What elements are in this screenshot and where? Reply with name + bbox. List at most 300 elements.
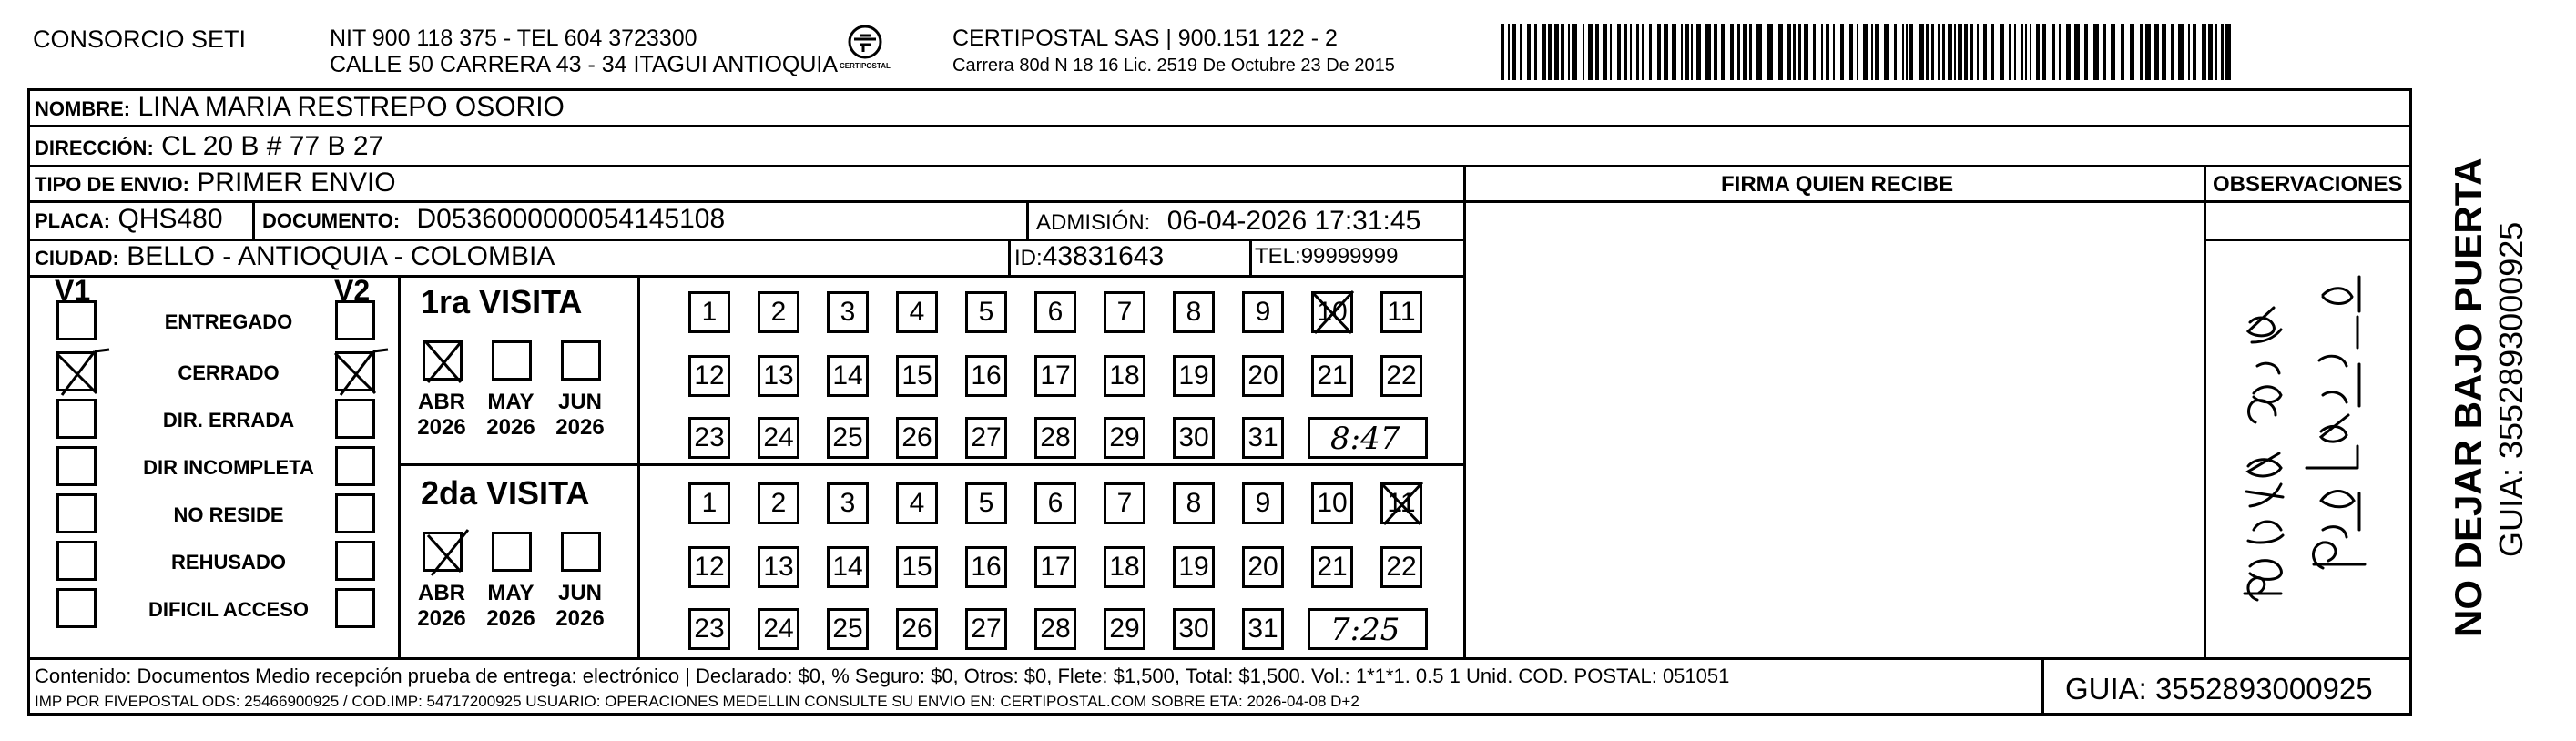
barcode-bar	[2121, 24, 2124, 80]
barcode-bar	[1714, 24, 1717, 80]
barcode-bar	[1821, 24, 1823, 80]
barcode-bar	[2193, 24, 2196, 80]
day-box[interactable]	[965, 291, 1007, 333]
day-box[interactable]	[1104, 417, 1145, 459]
day-box[interactable]	[1173, 291, 1215, 333]
barcode-bar	[2221, 24, 2224, 80]
day-number: 31	[1247, 614, 1278, 644]
day-box[interactable]	[1034, 608, 1076, 650]
day-number: 26	[901, 422, 932, 452]
month-label	[550, 390, 610, 440]
barcode-bar	[2225, 24, 2231, 80]
day-number: 21	[1317, 552, 1348, 582]
address-row	[35, 133, 383, 160]
barcode-bar	[1983, 24, 1987, 80]
document-row	[262, 206, 725, 233]
send-type-row	[35, 169, 396, 197]
day-box[interactable]	[827, 291, 869, 333]
visit-time: 7:25	[1330, 612, 1400, 648]
day-box[interactable]	[1311, 546, 1353, 588]
barcode-bar	[1642, 24, 1644, 80]
day-box[interactable]	[1104, 482, 1145, 524]
send-type-label: TIPO DE ENVIO:	[35, 173, 189, 196]
barcode-bar	[2188, 24, 2190, 80]
barcode-graphic	[1501, 24, 2236, 80]
company-address: CALLE 50 CARRERA 43 - 34 ITAGUI ANTIOQUIA	[330, 52, 839, 77]
month-name: JUN	[557, 581, 602, 605]
day-box[interactable]	[1242, 291, 1284, 333]
month-year: 2026	[486, 605, 535, 631]
barcode-bar	[1583, 24, 1584, 80]
day-box[interactable]	[758, 417, 799, 459]
day-box[interactable]	[1242, 608, 1284, 650]
plate-value: QHS480	[117, 204, 223, 234]
barcode-bar	[1749, 24, 1752, 80]
recipient-address: CL 20 B # 77 B 27	[161, 131, 384, 161]
day-box[interactable]	[688, 417, 730, 459]
certipostal-logo	[836, 24, 894, 76]
checkmark-x-icon	[49, 344, 113, 399]
day-number: 5	[978, 297, 994, 327]
v1-checkbox[interactable]	[56, 399, 97, 439]
barcode-bar	[1534, 24, 1537, 80]
day-number: 30	[1178, 422, 1209, 452]
id-value: 43831643	[1042, 241, 1165, 271]
name-row	[35, 94, 565, 121]
day-box[interactable]	[1034, 546, 1076, 588]
v1-label: V1	[55, 274, 91, 307]
barcode-bar	[1778, 24, 1783, 80]
month-label	[481, 581, 541, 631]
day-number: 16	[971, 360, 1002, 391]
barcode-bar	[1624, 24, 1627, 80]
visit-title: 2da VISITA	[421, 474, 590, 512]
admission-row	[1036, 208, 1420, 235]
checkmark-x-icon	[328, 344, 392, 399]
barcode-bar	[1595, 24, 1599, 80]
day-box[interactable]	[1104, 355, 1145, 397]
barcode-bar	[2202, 24, 2206, 80]
barcode-bar	[2154, 24, 2159, 80]
barcode-bar	[1840, 24, 1844, 80]
barcode-bar	[1737, 24, 1740, 80]
day-box[interactable]	[1311, 355, 1353, 397]
carrier-name: CERTIPOSTAL SAS | 900.151 122 - 2	[952, 25, 1338, 51]
month-year: 2026	[486, 414, 535, 440]
barcode-bar	[2042, 24, 2046, 80]
signature-header: FIRMA QUIEN RECIBE	[1721, 172, 1954, 197]
barcode-bar	[1572, 24, 1577, 80]
day-box[interactable]	[1173, 546, 1215, 588]
tel-row	[1255, 246, 1398, 268]
barcode-bar	[1813, 24, 1816, 80]
barcode-bar	[1894, 24, 1897, 80]
day-number: 25	[832, 422, 863, 452]
barcode	[1501, 24, 2236, 80]
barcode-bar	[1630, 24, 1632, 80]
barcode-bar	[1958, 24, 1962, 80]
v2-label: V2	[334, 274, 371, 307]
barcode-bar	[1767, 24, 1773, 80]
day-number: 11	[1387, 488, 1416, 518]
barcode-bar	[2111, 24, 2115, 80]
barcode-bar	[1948, 24, 1952, 80]
v1-checkbox[interactable]	[56, 541, 97, 581]
barcode-bar	[1931, 24, 1934, 80]
day-box[interactable]	[827, 355, 869, 397]
day-number: 24	[763, 614, 794, 644]
barcode-bar	[1926, 24, 1929, 80]
day-box[interactable]	[1104, 608, 1145, 650]
day-box[interactable]	[1173, 482, 1215, 524]
day-number: 12	[694, 360, 725, 391]
plate-label: PLACA:	[35, 209, 111, 232]
month-check-icon	[417, 333, 481, 388]
day-box[interactable]	[688, 482, 730, 524]
barcode-bar	[1875, 24, 1879, 80]
day-number: 20	[1247, 552, 1278, 582]
day-box[interactable]	[827, 482, 869, 524]
day-number: 6	[1047, 488, 1064, 518]
day-box[interactable]	[1380, 546, 1422, 588]
day-box[interactable]	[965, 417, 1007, 459]
day-box[interactable]	[965, 546, 1007, 588]
day-box[interactable]	[1173, 417, 1215, 459]
day-box[interactable]	[896, 608, 938, 650]
barcode-bar	[1804, 24, 1808, 80]
day-cross-icon	[1377, 479, 1431, 530]
barcode-bar	[1681, 24, 1683, 80]
barcode-bar	[1902, 24, 1904, 80]
barcode-bar	[2059, 24, 2061, 80]
barcode-bar	[2030, 24, 2031, 80]
barcode-bar	[1909, 24, 1913, 80]
side-guia: GUIA: 3552893000925	[2492, 221, 2530, 557]
day-box[interactable]	[1242, 482, 1284, 524]
visit-time-box[interactable]	[1308, 608, 1428, 650]
day-box[interactable]	[758, 546, 799, 588]
barcode-bar	[1919, 24, 1924, 80]
day-box[interactable]	[1311, 482, 1353, 524]
barcode-bar	[1884, 24, 1889, 80]
barcode-bar	[1833, 24, 1835, 80]
barcode-bar	[1826, 24, 1829, 80]
barcode-bar	[1588, 24, 1593, 80]
status-option-label: ENTREGADO	[164, 310, 293, 333]
side-warning: NO DEJAR BAJO PUERTA	[2447, 157, 2489, 637]
day-box[interactable]	[758, 482, 799, 524]
day-box[interactable]	[896, 546, 938, 588]
day-number: 13	[763, 552, 794, 582]
month-checkbox[interactable]	[561, 532, 601, 572]
barcode-bar	[2025, 24, 2027, 80]
day-number: 20	[1247, 360, 1278, 391]
admission-label: ADMISIÓN:	[1036, 210, 1151, 235]
city-label: CIUDAD:	[35, 247, 119, 269]
visit-time-box[interactable]	[1308, 417, 1428, 459]
day-box[interactable]	[758, 291, 799, 333]
address-label: DIRECCIÓN:	[35, 137, 154, 159]
day-number: 29	[1109, 614, 1140, 644]
day-number: 12	[694, 552, 725, 582]
v1-checkbox[interactable]	[56, 300, 97, 340]
month-year: 2026	[417, 414, 466, 440]
day-number: 1	[701, 297, 718, 327]
barcode-bar	[1743, 24, 1747, 80]
city-value: BELLO - ANTIOQUIA - COLOMBIA	[127, 241, 555, 271]
barcode-bar	[1991, 24, 1994, 80]
month-label	[412, 581, 472, 631]
day-box[interactable]	[1173, 608, 1215, 650]
barcode-bar	[1863, 24, 1868, 80]
day-number: 17	[1040, 360, 1071, 391]
barcode-bar	[2130, 24, 2134, 80]
barcode-bar	[1542, 24, 1546, 80]
day-box[interactable]	[1173, 355, 1215, 397]
month-name: MAY	[487, 390, 535, 414]
status-option-label: DIR INCOMPLETA	[143, 456, 314, 479]
tel-value: 99999999	[1300, 244, 1399, 269]
v1-checkbox[interactable]	[56, 588, 97, 628]
barcode-bar	[1664, 24, 1668, 80]
day-box[interactable]	[896, 417, 938, 459]
barcode-bar	[1520, 24, 1522, 80]
day-number: 26	[901, 614, 932, 644]
day-number: 21	[1317, 360, 1348, 391]
plate-row	[35, 206, 223, 233]
barcode-bar	[1501, 24, 1504, 80]
barcode-bar	[1977, 24, 1979, 80]
city-row	[35, 243, 555, 270]
day-number: 22	[1386, 552, 1417, 582]
day-number: 7	[1116, 297, 1133, 327]
day-number: 30	[1178, 614, 1209, 644]
month-year: 2026	[417, 605, 466, 631]
day-number: 6	[1047, 297, 1064, 327]
month-checkbox[interactable]	[492, 532, 532, 572]
barcode-bar	[2145, 24, 2151, 80]
day-number: 17	[1040, 552, 1071, 582]
day-number: 31	[1247, 422, 1278, 452]
barcode-bar	[1508, 24, 1510, 80]
barcode-bar	[1649, 24, 1652, 80]
barcode-bar	[2000, 24, 2004, 80]
day-number: 23	[694, 614, 725, 644]
v1-checkbox[interactable]	[56, 493, 97, 533]
barcode-bar	[1561, 24, 1564, 80]
barcode-bar	[2021, 24, 2023, 80]
day-number: 5	[978, 488, 994, 518]
day-box[interactable]	[758, 355, 799, 397]
barcode-bar	[1705, 24, 1711, 80]
barcode-bar	[1672, 24, 1676, 80]
day-box[interactable]	[1034, 482, 1076, 524]
day-number: 14	[832, 552, 863, 582]
day-box[interactable]	[827, 546, 869, 588]
day-number: 15	[901, 552, 932, 582]
month-label	[412, 390, 472, 440]
month-name: MAY	[487, 581, 535, 605]
day-box[interactable]	[1242, 355, 1284, 397]
barcode-bar	[2014, 24, 2016, 80]
status-option-label: DIFICIL ACCESO	[148, 598, 309, 621]
day-number: 4	[909, 297, 925, 327]
day-number: 11	[1387, 297, 1416, 327]
month-checkbox[interactable]	[492, 340, 532, 381]
observations-header: OBSERVACIONES	[2213, 172, 2403, 197]
day-number: 3	[840, 297, 856, 327]
barcode-bar	[1603, 24, 1607, 80]
day-number: 8	[1186, 297, 1202, 327]
barcode-bar	[1696, 24, 1701, 80]
day-number: 29	[1109, 422, 1140, 452]
day-box[interactable]	[1380, 291, 1422, 333]
day-box[interactable]	[965, 608, 1007, 650]
barcode-bar	[1721, 24, 1725, 80]
month-name: ABR	[418, 390, 465, 414]
day-box[interactable]	[1104, 546, 1145, 588]
day-box[interactable]	[688, 608, 730, 650]
day-box[interactable]	[1242, 417, 1284, 459]
day-box[interactable]	[1104, 291, 1145, 333]
visit-title: 1ra VISITA	[421, 283, 583, 320]
id-label: ID:	[1014, 246, 1043, 270]
day-box[interactable]	[688, 546, 730, 588]
barcode-bar	[1906, 24, 1908, 80]
month-check-icon	[417, 524, 481, 579]
day-number: 15	[901, 360, 932, 391]
barcode-bar	[1793, 24, 1796, 80]
status-option-label: NO RESIDE	[173, 503, 284, 526]
barcode-bar	[1617, 24, 1621, 80]
day-box[interactable]	[896, 355, 938, 397]
barcode-bar	[2215, 24, 2217, 80]
barcode-bar	[1798, 24, 1801, 80]
admission-value: 06-04-2026 17:31:45	[1166, 206, 1421, 236]
company-name: CONSORCIO SETI	[33, 25, 247, 53]
barcode-bar	[1942, 24, 1945, 80]
status-option-label: REHUSADO	[171, 551, 286, 574]
send-type-value: PRIMER ENVIO	[197, 167, 396, 198]
tel-label: TEL:	[1255, 244, 1301, 269]
day-box[interactable]	[827, 608, 869, 650]
barcode-bar	[1512, 24, 1516, 80]
day-box[interactable]	[1242, 546, 1284, 588]
document-value: D0536000000054145108	[416, 204, 726, 234]
day-number: 10	[1317, 488, 1348, 518]
day-number: 28	[1040, 422, 1071, 452]
logo-text: CERTIPOSTAL	[840, 62, 891, 70]
barcode-bar	[1548, 24, 1552, 80]
barcode-bar	[1657, 24, 1661, 80]
v1-checkbox[interactable]	[56, 446, 97, 486]
day-box[interactable]	[688, 355, 730, 397]
barcode-bar	[1527, 24, 1531, 80]
day-number: 22	[1386, 360, 1417, 391]
status-option-label: CERRADO	[178, 361, 280, 384]
barcode-bar	[2178, 24, 2184, 80]
day-box[interactable]	[1034, 417, 1076, 459]
status-option-label: DIR. ERRADA	[162, 409, 295, 431]
id-row	[1014, 243, 1164, 270]
day-number: 18	[1109, 360, 1140, 391]
day-number: 13	[763, 360, 794, 391]
day-number: 19	[1178, 360, 1209, 391]
barcode-bar	[1730, 24, 1734, 80]
barcode-bar	[1970, 24, 1973, 80]
day-box[interactable]	[896, 482, 938, 524]
barcode-bar	[2103, 24, 2106, 80]
carrier-license: Carrera 80d N 18 16 Lic. 2519 De Octubre 23 De 2015	[952, 56, 1395, 76]
day-number: 16	[971, 552, 1002, 582]
barcode-bar	[1849, 24, 1853, 80]
barcode-bar	[1787, 24, 1791, 80]
month-checkbox[interactable]	[561, 340, 601, 381]
day-box[interactable]	[1034, 355, 1076, 397]
day-number: 23	[694, 422, 725, 452]
barcode-bar	[1964, 24, 1968, 80]
document-label: DOCUMENTO:	[262, 209, 401, 232]
barcode-bar	[1685, 24, 1689, 80]
footer-imp: IMP POR FIVEPOSTAL ODS: 25466900925 / COD.IMP: 54717200925 USUARIO: OPERACIONES MEDELLIN CONSULTE SU ENVIO EN: CERTIPOSTAL.COM SOBRE ETA: 2026-04-08 D+2	[35, 693, 1359, 710]
day-number: 27	[971, 614, 1002, 644]
day-cross-icon	[1308, 288, 1362, 339]
barcode-bar	[1568, 24, 1570, 80]
day-box[interactable]	[827, 417, 869, 459]
day-number: 27	[971, 422, 1002, 452]
day-box[interactable]	[965, 355, 1007, 397]
day-box[interactable]	[1034, 291, 1076, 333]
day-number: 9	[1255, 297, 1271, 327]
visit-time: 8:47	[1330, 421, 1400, 457]
day-number: 3	[840, 488, 856, 518]
month-label	[550, 581, 610, 631]
barcode-bar	[2036, 24, 2040, 80]
barcode-bar	[2009, 24, 2011, 80]
barcode-bar	[1691, 24, 1693, 80]
day-box[interactable]	[758, 608, 799, 650]
month-name: JUN	[557, 390, 602, 414]
barcode-bar	[2066, 24, 2071, 80]
barcode-bar	[1610, 24, 1612, 80]
day-box[interactable]	[965, 482, 1007, 524]
footer-guia: GUIA: 3552893000925	[2065, 672, 2373, 705]
day-number: 1	[701, 488, 718, 518]
day-number: 10	[1317, 297, 1348, 327]
barcode-bar	[2162, 24, 2166, 80]
barcode-bar	[2208, 24, 2213, 80]
month-label	[481, 390, 541, 440]
name-label: NOMBRE:	[35, 97, 131, 120]
day-number: 25	[832, 614, 863, 644]
day-box[interactable]	[1380, 355, 1422, 397]
footer-content: Contenido: Documentos Medio recepción prueba de entrega: electrónico | Declarado: $0, % Seguro: $0, Otros: $0, Flete: $1,500, Total: $1,500. Vol.: 1*1*1. 0.5 1 Unid. COD. POSTAL: 051051	[35, 665, 1730, 687]
day-box[interactable]	[688, 291, 730, 333]
day-box[interactable]	[896, 291, 938, 333]
month-name: ABR	[418, 581, 465, 605]
barcode-bar	[2140, 24, 2143, 80]
barcode-bar	[1857, 24, 1858, 80]
barcode-bar	[2074, 24, 2080, 80]
recipient-name: LINA MARIA RESTREPO OSORIO	[137, 92, 565, 122]
barcode-bar	[2084, 24, 2088, 80]
day-number: 18	[1109, 552, 1140, 582]
day-number: 7	[1116, 488, 1133, 518]
barcode-bar	[1871, 24, 1873, 80]
barcode-bar	[1756, 24, 1762, 80]
month-year: 2026	[555, 414, 605, 440]
day-number: 2	[770, 297, 787, 327]
